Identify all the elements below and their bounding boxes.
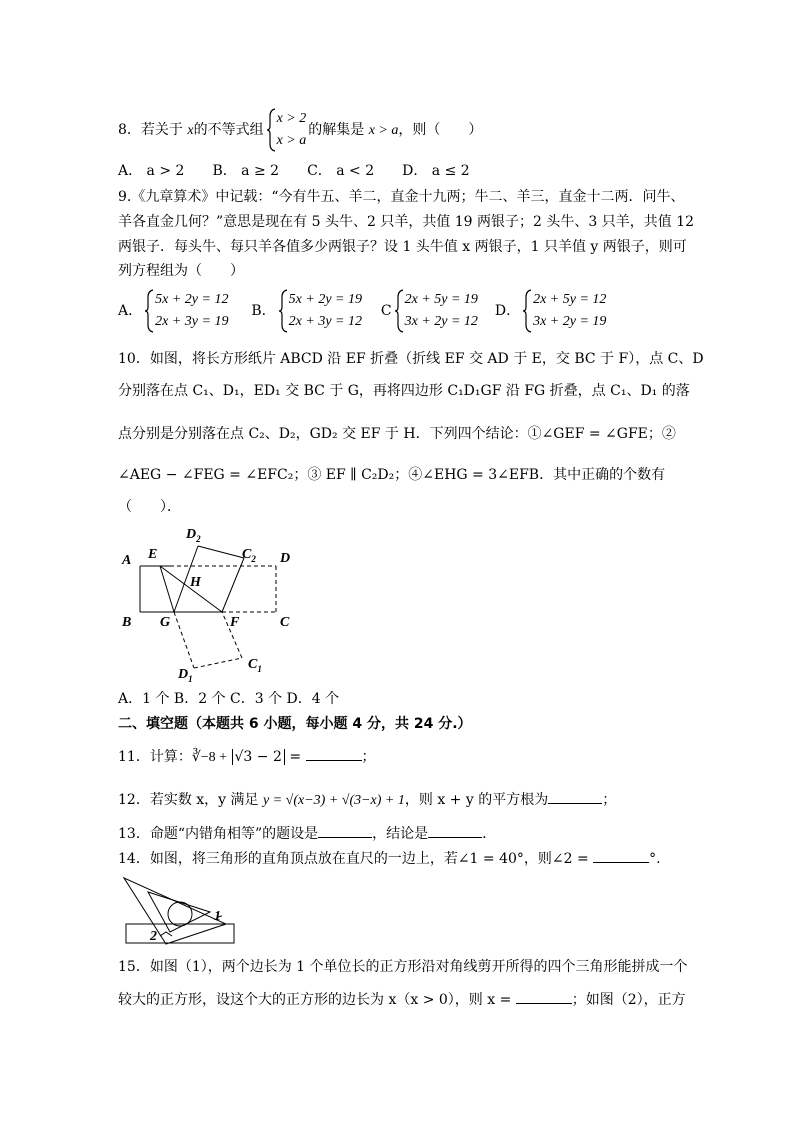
label-d1-sub: 1 bbox=[188, 674, 193, 684]
section-2-header: 二、填空题（本题共 6 小题，每小题 4 分，共 24 分.） bbox=[118, 716, 472, 732]
q11-pre: 11．计算： bbox=[118, 749, 192, 765]
label-d1-letter: D bbox=[178, 667, 189, 682]
q9-options bbox=[118, 289, 608, 333]
q8-row-2: x > a bbox=[276, 133, 307, 148]
segment-d2c2 bbox=[198, 546, 244, 558]
label-c2-sub: 2 bbox=[251, 554, 256, 564]
label-c2 bbox=[242, 547, 256, 564]
q13-premise-blank bbox=[318, 823, 372, 838]
segment-eg bbox=[160, 566, 174, 612]
q8-text-b: 的不等式组 bbox=[193, 122, 264, 138]
q10-line-2: 分别落在点 C₁、D₁，ED₁ 交 BC 于 G，再将四边形 C₁D₁GF 沿 FG 折叠，点 C₁、D₁ 的落 bbox=[118, 383, 690, 399]
q8-options: A． a > 2 B． a ≥ 2 C． a < 2 D． a ≤ 2 bbox=[118, 163, 470, 179]
left-brace-icon bbox=[522, 289, 532, 333]
q10-folding-figure bbox=[118, 518, 308, 688]
label-f: F bbox=[230, 615, 240, 630]
q10-options: A．1 个 B．2 个 C．3 个 D．4 个 bbox=[118, 691, 340, 707]
label-d2-sub: 2 bbox=[196, 534, 201, 544]
label-c: C bbox=[280, 615, 290, 630]
q9-b-row-1: 5x + 2y = 19 bbox=[288, 292, 362, 307]
triangle-hole-circle bbox=[168, 902, 192, 926]
label-b: B bbox=[122, 615, 132, 630]
q15-line-2 bbox=[118, 989, 686, 1011]
label-c1 bbox=[248, 657, 262, 674]
q9-c-row-1: 2x + 5y = 19 bbox=[404, 292, 478, 307]
q9-option-d-label: D． bbox=[494, 303, 521, 319]
q8-number: 8． bbox=[118, 122, 141, 138]
q9-option-d-system bbox=[522, 289, 606, 333]
q12-equation: y = √(x−3) + √(3−x) + 1 bbox=[262, 793, 405, 808]
q12-answer-blank bbox=[548, 789, 602, 804]
segment-d1c1-dashed bbox=[194, 658, 242, 668]
q8-text-c: 的解集是 bbox=[308, 122, 365, 138]
q9-line-2: 羊各直金几何？”意思是现在有 5 头牛、2 只羊，共值 19 两银子；2 头牛、3 只羊，共值 12 bbox=[118, 214, 695, 230]
q11-abs-expr: √3 − 2 bbox=[232, 749, 285, 765]
q13-mid: ，结论是 bbox=[372, 826, 429, 842]
q8-inequality-system bbox=[266, 108, 307, 152]
q15-line-1: 15．如图（1），两个边长为 1 个单位长的正方形沿对角线剪开所得的四个三角形能拼成一个 bbox=[118, 959, 688, 975]
q8-text-d: ，则（ ） bbox=[398, 122, 483, 138]
q10-line-4: ∠AEG − ∠FEG = ∠EFC₂；③ EF ∥ C₂D₂；④∠EHG = 3∠EFB．其中正确的个数有 bbox=[118, 467, 666, 483]
q15-answer-blank bbox=[516, 989, 572, 1004]
q10-line-1: 10．如图，将长方形纸片 ABCD 沿 EF 折叠（折线 EF 交 AD 于 E，交 BC 于 F），点 C、D bbox=[118, 351, 704, 367]
q9-c-row-2: 3x + 2y = 12 bbox=[404, 314, 478, 329]
q9-option-a-system bbox=[144, 289, 228, 333]
q14-end: °. bbox=[649, 851, 661, 867]
q9-option-b-system bbox=[278, 289, 362, 333]
q10-line-5: （ ）． bbox=[118, 499, 181, 515]
left-brace-icon bbox=[394, 289, 404, 333]
q9-b-row-2: 2x + 3y = 12 bbox=[288, 314, 362, 329]
right-angle-mark bbox=[160, 932, 172, 936]
q13-pre: 13．命题“内错角相等”的题设是 bbox=[118, 826, 319, 842]
q10-line-3: 点分别是分别落在点 C₂、D₂，GD₂ 交 EF 于 H．下列四个结论：①∠GEF = ∠GFE；② bbox=[118, 426, 676, 442]
label-e: E bbox=[148, 547, 158, 562]
q11-answer-blank bbox=[306, 746, 362, 761]
label-c1-sub: 1 bbox=[257, 664, 262, 674]
angle-2-label: 2 bbox=[150, 929, 157, 944]
q9-a-row-2: 2x + 3y = 19 bbox=[155, 314, 229, 329]
q8-text-a: 若关于 bbox=[140, 122, 183, 138]
q15-line-2-post: ；如图（2），正方 bbox=[571, 992, 686, 1008]
q9-d-row-1: 2x + 5y = 12 bbox=[533, 292, 607, 307]
q9-option-b-label: B． bbox=[251, 303, 276, 319]
q9-d-row-2: 3x + 2y = 19 bbox=[533, 314, 607, 329]
q9-option-c-label: C bbox=[380, 303, 392, 319]
question-11 bbox=[118, 746, 376, 769]
q8-var: x bbox=[187, 123, 194, 138]
q11-end: ； bbox=[361, 749, 376, 765]
q11-expr-a: ∛−8 + bbox=[191, 750, 228, 765]
left-brace-icon bbox=[278, 289, 288, 333]
label-d: D bbox=[280, 551, 291, 566]
q9-line-1: 9.《九章算术》中记载：“今有牛五、羊二，直金十九两；牛二、羊三，直金十二两．问牛、 bbox=[118, 189, 685, 205]
label-d2 bbox=[185, 527, 201, 544]
q14-answer-blank bbox=[593, 848, 649, 863]
q14-triangle-ruler-figure bbox=[118, 872, 248, 948]
label-h: H bbox=[190, 575, 201, 590]
question-12 bbox=[118, 789, 616, 812]
question-14 bbox=[118, 848, 661, 870]
q11-post: = bbox=[284, 749, 306, 765]
q9-option-c-system bbox=[394, 289, 478, 333]
q12-mid: ，则 x + y 的平方根为 bbox=[404, 792, 549, 808]
question-13 bbox=[118, 823, 487, 845]
left-brace-icon bbox=[144, 289, 154, 333]
q9-line-4: 列方程组为（ ） bbox=[118, 263, 244, 279]
q14-pre: 14．如图，将三角形的直角顶点放在直尺的一边上，若∠1 = 40°，则∠2 = bbox=[118, 851, 594, 867]
q9-option-a-label: A． bbox=[118, 303, 143, 319]
left-brace-icon bbox=[266, 108, 276, 152]
label-g: G bbox=[160, 615, 171, 630]
triangle-outer bbox=[124, 878, 226, 944]
label-c1-letter: C bbox=[248, 657, 258, 672]
q9-line-3: 两银子．每头牛、每只羊各值多少两银子？设 1 头牛值 x 两银子，1 只羊值 y 两银子，则可 bbox=[118, 239, 687, 255]
label-c2-letter: C bbox=[242, 547, 252, 562]
label-d1 bbox=[177, 667, 193, 684]
q13-conclusion-blank bbox=[428, 823, 482, 838]
label-d2-letter: D bbox=[186, 527, 197, 542]
q9-a-row-1: 5x + 2y = 12 bbox=[155, 292, 229, 307]
q8-row-1: x > 2 bbox=[276, 111, 307, 126]
q12-pre: 12．若实数 x，y 满足 bbox=[118, 792, 263, 808]
label-a: A bbox=[122, 553, 132, 568]
angle-1-label: 1 bbox=[214, 909, 221, 924]
question-8 bbox=[118, 108, 482, 152]
q8-solution: x > a bbox=[368, 123, 399, 138]
q13-end: . bbox=[482, 826, 487, 842]
q12-end: ； bbox=[602, 792, 617, 808]
q15-line-2-pre: 较大的正方形，设这个大的正方形的边长为 x（x > 0），则 x = bbox=[118, 992, 516, 1008]
segment-gd1-dashed bbox=[174, 612, 194, 668]
